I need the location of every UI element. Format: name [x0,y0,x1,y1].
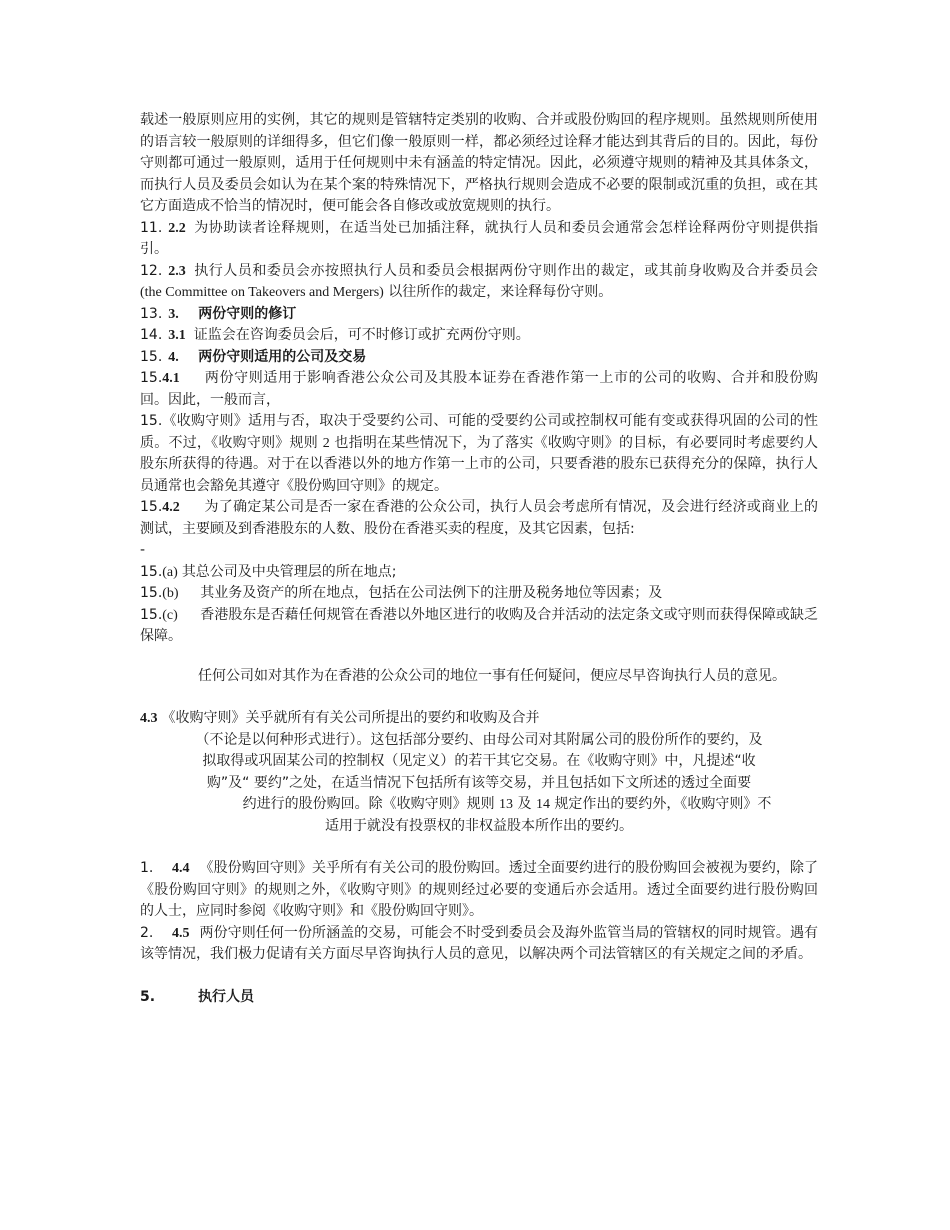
paragraph-2-3 [140,261,818,304]
paragraph-4-4 [140,858,818,923]
committee-english-name: (the Committee on Takeovers and Mergers) [140,285,384,300]
note-paragraph: 任何公司如对其作为在香港的公众公司的地位一事有任何疑问，便应尽早咨询执行人员的意见。 [198,667,786,684]
section-number: 4.4 [172,861,190,876]
list-item-a [140,562,818,584]
rule-number: 13 [499,797,514,812]
section-heading: 两份守则适用的公司及交易 [198,348,367,365]
list-marker: (a) [162,564,178,580]
paragraph-text-cont: 也指明在某些情况下，为了落实《收购守则》的目标，有必要同时考虑要约人股东所获得的待遇。对于在以香港以外的地方作第一上市的公司，只要香港的股东已获得充分的保障，执行人员通常也会豁免其遵守《股份购回守则》的规定。 [140,434,818,494]
paragraph-number: 14. [140,327,163,343]
list-marker: (b) [162,586,179,601]
paragraph-4-3-line3: 购”及“ 要约”之处，在适当情况下包括所有该等交易，并且包括如下文所述的透过全面要 [206,774,752,791]
section-number: 4.1 [162,371,180,386]
rule-number: 2 [322,435,330,451]
paragraph-4-1 [140,368,818,411]
paragraph-text: 《股份购回守则》关乎所有有关公司的股份购回。透过全面要约进行的股份购回会被视为要约，除了《股份购回守则》的规则之外，《收购守则》的规则经过必要的变通后亦会适用。透过全面要约进行股份购回的人士，应同时参阅《收购守则》和《股份购回守则》。 [140,860,818,919]
paragraph-4-5 [140,923,818,966]
paragraph-number: 13. [140,305,163,322]
paragraph-4-3-heading [140,708,818,730]
section-number: 3.1 [168,328,186,343]
paragraph-number: 15. [140,370,163,386]
paragraph-heading: 《收购守则》关乎就所有有关公司所提出的要约和收购及合并 [161,710,540,726]
paragraph-number: 15. [140,348,163,365]
paragraph-4-2 [140,497,818,562]
paragraph-number: 15. [140,606,163,623]
list-item-c [140,605,818,648]
paragraph-number: 12. [140,262,163,279]
paragraph-text: 证监会在咨询委员会后，可不时修订或扩充两份守则。 [193,327,530,343]
section-number: 2.2 [168,220,186,236]
paragraph-intro: 载述一般原则应用的实例，其它的规则是管辖特定类别的收购、合并或股份购回的程序规则。虽然规则所使用的语言较一般原则的详细得多，但它们像一般原则一样，都必须经过诠释才能达到其背后的目的。因此，每份守则都可通过一般原则，适用于任何规则中未有涵盖的特定情况。因此，必须遵守规则的精神及其具体条文，而执行人员及委员会如认为在某个案的特殊情况下，严格执行规则会造成不必要的限制或沉重的负担，或在其它方面造成不恰当的情况时，便可能会各自修改或放宽规则的执行。 [140,112,818,214]
paragraph-4-3-line5: 适用于就没有投票权的非权益股本所作出的要约。 [325,817,633,834]
heading-5 [140,987,818,1009]
dash-marker: - [140,542,146,558]
paragraph-number: 15. [140,413,163,429]
line-text: 约进行的股份购回。除《收购守则》规则 [242,796,500,812]
paragraph-text: 为协助读者诠释规则，在适当处已加插注释，就执行人员和委员会通常会怎样诠释两份守则提供指引。 [140,219,818,257]
section-number: 4.2 [162,500,180,515]
paragraph-text-cont: 以往所作的裁定，来诠释每份守则。 [383,284,613,300]
list-marker: (c) [162,607,178,623]
line-text: 及 [513,796,536,812]
paragraph-number: 15. [140,499,163,515]
section-number: 4.5 [172,925,190,941]
paragraph-number: 2. [140,924,154,941]
paragraph-4-1-cont [140,411,818,497]
paragraph-3-1 [140,325,818,347]
document-page [140,110,818,1008]
paragraph-text: 执行人员和委员会亦按照执行人员和委员会根据两份守则作出的裁定，或其前身收购及合并委员会 [193,262,818,279]
paragraph-number: 1. [140,860,154,876]
section-number: 4. [168,349,179,365]
paragraph-text: 两份守则任何一份所涵盖的交易，可能会不时受到委员会及海外监管当局的管辖权的同时规管。遇有该等情况，我们极力促请有关方面尽早咨询执行人员的意见，以解决两个司法管辖区的有关规定之间的矛盾。 [140,924,818,962]
paragraph-text: 《收购守则》适用与否，取决于受要约公司、可能的受要约公司或控制权可能有变或获得巩固的公司的性质。不过，《收购守则》规则 [140,413,818,451]
section-number: 2.3 [168,263,186,279]
paragraph-4-3-line1: （不论是以何种形式进行）。这包括部分要约、由母公司对其附属公司的股份所作的要约，及 [195,731,763,748]
paragraph-number: 11. [140,219,163,236]
list-item-text: 其业务及资产的所在地点，包括在公司法例下的注册及税务地位等因素；及 [200,585,663,601]
section-number: 4.3 [140,711,158,726]
section-number: 3. [168,306,179,322]
list-item-text: 香港股东是否藉任何规管在香港以外地区进行的收购及合并活动的法定条文或守则而获得保障或缺乏保障。 [140,606,818,644]
paragraph-number: 15. [140,563,163,580]
section-heading: 两份守则的修订 [198,305,297,322]
paragraph-text: 两份守则适用于影响香港公众公司及其股本证券在香港作第一上市的公司的收购、合并和股份购回。因此，一般而言， [140,370,818,408]
list-item-text: 其总公司及中央管理层的所在地点; [181,563,397,580]
list-item-b [140,583,818,605]
heading-4 [140,347,818,369]
paragraph-4-3-line2: 拟取得或巩固某公司的控制权（见定义）的若干其它交易。在《收购守则》中，凡提述“收 [202,753,756,769]
heading-3 [140,304,818,326]
rule-number: 14 [535,797,550,812]
section-heading: 执行人员 [198,988,254,1005]
paragraph-4-3-line4 [140,794,818,816]
line-text: 规定作出的要约外，《收购守则》不 [549,796,772,812]
section-number: 5. [140,988,156,1005]
paragraph-text: 为了确定某公司是否一家在香港的公众公司，执行人员会考虑所有情况，及会进行经济或商业上的测试，主要顾及到香港股东的人数、股份在香港买卖的程度，及其它因素，包括: [140,499,818,537]
paragraph-number: 15. [140,585,163,601]
paragraph-2-2 [140,218,818,261]
